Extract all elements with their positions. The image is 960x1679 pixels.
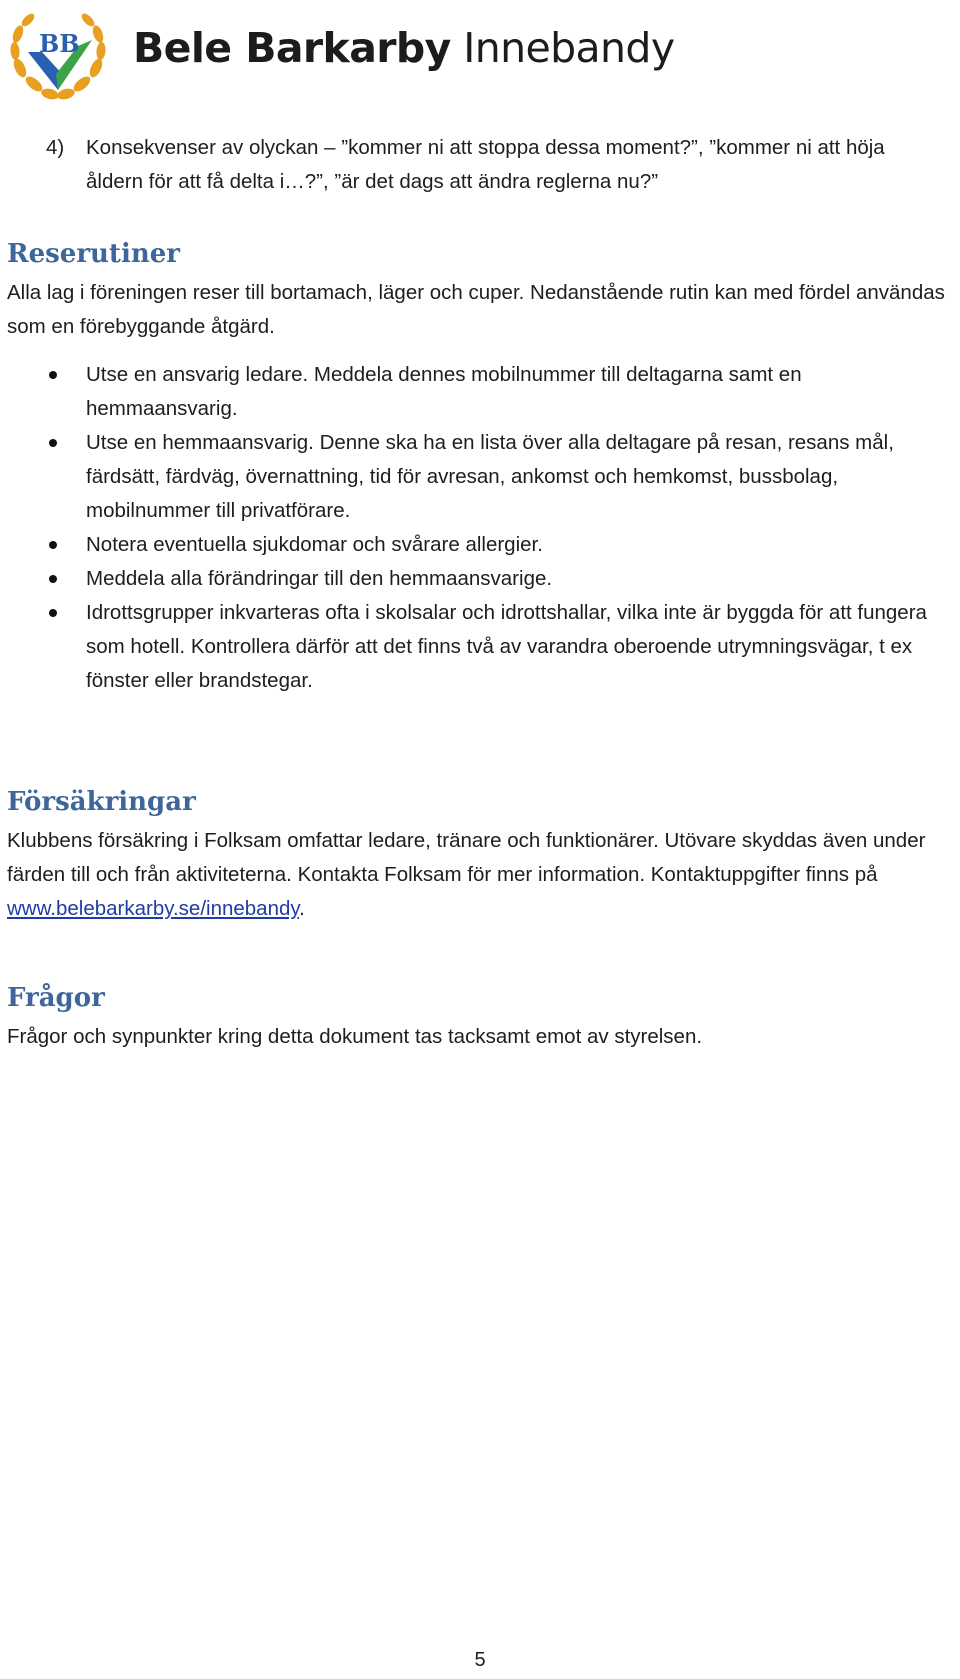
page-number: 5: [474, 1649, 486, 1671]
insurance-text: Klubbens försäkring i Folksam omfattar ledare, tränare och funktionärer. Utövare skyddas även under färden till och från aktiviteterna. Kontakta Folksam för mer information. Kontaktuppgifter finns på: [7, 829, 926, 886]
insurance-text-end: .: [299, 897, 305, 920]
club-name-light: Innebandy: [463, 24, 675, 72]
list-number: 4): [46, 136, 65, 159]
list-item: [46, 131, 946, 199]
section-heading-travel: Reserutiner: [7, 239, 180, 269]
travel-bullet-list: [46, 358, 956, 698]
club-logo: [6, 6, 110, 104]
club-name: [133, 24, 675, 72]
consequences-list: [46, 131, 946, 199]
list-item: Idrottsgrupper inkvarteras ofta i skolsalar och idrottshallar, vilka inte är byggda för att fungera som hotell. Kontrollera därför att det finns två av varandra oberoende utrymningsvägar, t ex fönster eller brandstegar.: [46, 596, 956, 698]
travel-intro: Alla lag i föreningen reser till bortamach, läger och cuper. Nedanstående rutin kan med fördel användas som en förebyggande åtgärd.: [7, 281, 945, 338]
club-name-bold: Bele Barkarby: [133, 24, 451, 72]
section-heading-questions: Frågor: [7, 983, 105, 1013]
club-website-link[interactable]: www.belebarkarby.se/innebandy: [7, 897, 300, 920]
laurel-shield-icon: [6, 6, 110, 104]
list-item-text: Konsekvenser av olyckan – ”kommer ni att stoppa dessa moment?”, ”kommer ni att höja åldern för att få delta i…?”, ”är det dags att ändra reglerna nu?”: [86, 136, 885, 193]
list-item: Meddela alla förändringar till den hemmaansvarige.: [46, 562, 956, 596]
section-heading-insurance: Försäkringar: [7, 787, 196, 817]
questions-paragraph: Frågor och synpunkter kring detta dokument tas tacksamt emot av styrelsen.: [7, 1025, 703, 1048]
svg-text:BB: BB: [39, 29, 80, 58]
document-header: [6, 6, 706, 104]
list-item: Utse en ansvarig ledare. Meddela dennes mobilnummer till deltagarna samt en hemmaansvarig.: [46, 358, 956, 426]
list-item: Utse en hemmaansvarig. Denne ska ha en lista över alla deltagare på resan, resans mål, färdsätt, färdväg, övernattning, tid för avresan, ankomst och hemkomst, bussbolag, mobilnummer till privatförare.: [46, 426, 956, 528]
insurance-paragraph: [7, 824, 952, 926]
list-item: Notera eventuella sjukdomar och svårare allergier.: [46, 528, 956, 562]
